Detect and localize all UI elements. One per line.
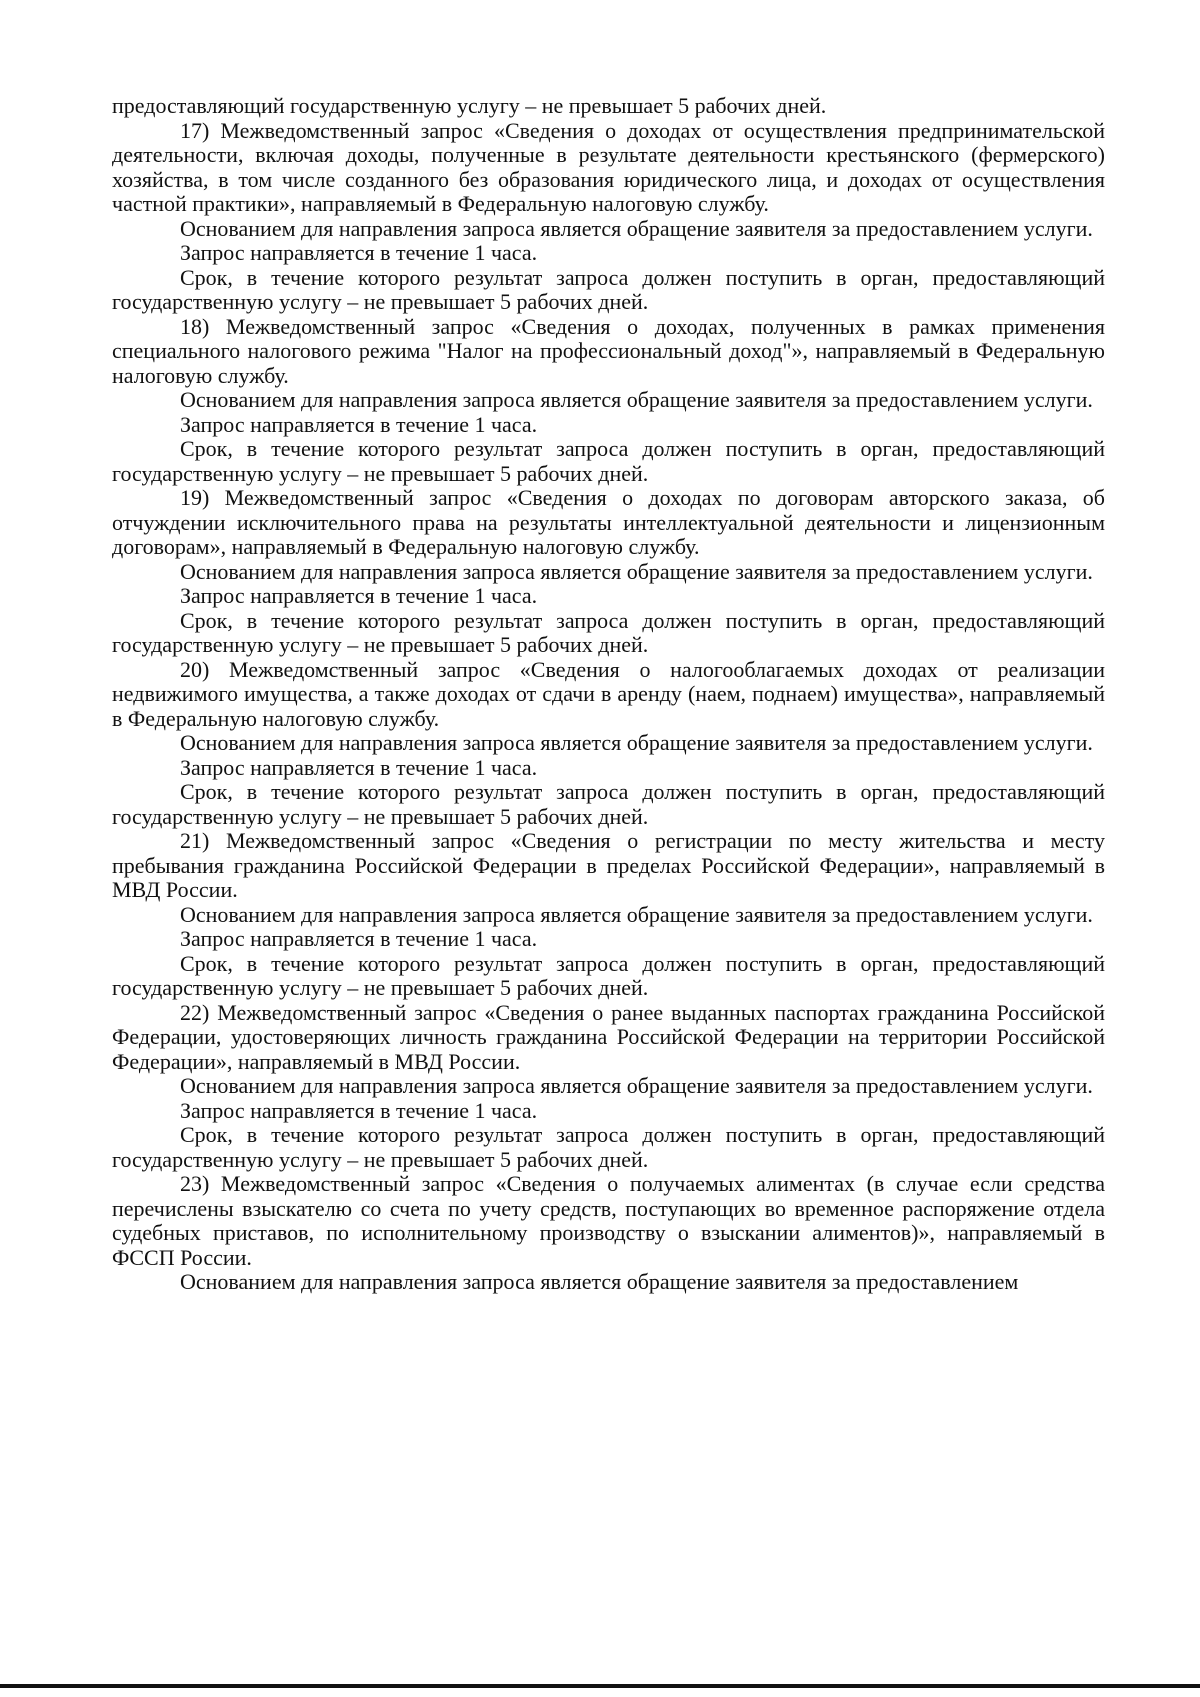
item-19-basis: Основанием для направления запроса является обращение заявителя за предоставлением услуги. [180, 558, 1093, 584]
item-18-timing: Запрос направляется в течение 1 часа. [180, 411, 538, 437]
item-21-heading: 21) Межведомственный запрос «Сведения о регистрации по месту жительства и месту пребывания гражданина Российской Федерации в пределах Российской Федерации», направляемый в МВД России. [112, 828, 1105, 902]
item-22-deadline: Срок, в течение которого результат запроса должен поступить в орган, предоставляющий государственную услугу – не превышает 5 рабочих дней. [112, 1122, 1105, 1172]
item-21-basis: Основанием для направления запроса является обращение заявителя за предоставлением услуги. [180, 901, 1093, 927]
document-body [112, 94, 1105, 1295]
item-20-basis: Основанием для направления запроса является обращение заявителя за предоставлением услуги. [180, 730, 1093, 755]
item-23-basis: Основанием для направления запроса является обращение заявителя за предоставлением [180, 1269, 1019, 1294]
item-20-timing: Запрос направляется в течение 1 часа. [180, 754, 538, 780]
item-17-timing: Запрос направляется в течение 1 часа. [180, 240, 538, 265]
item-22-timing: Запрос направляется в течение 1 часа. [180, 1097, 538, 1123]
item-17-deadline: Срок, в течение которого результат запроса должен поступить в орган, предоставляющий государственную услугу – не превышает 5 рабочих дней. [112, 264, 1105, 314]
item-22-heading: 22) Межведомственный запрос «Сведения о ранее выданных паспортах гражданина Российской Федерации, удостоверяющих личность гражданина Российской Федерации на территории Российской Федерации», направляемый в МВД России. [112, 999, 1105, 1074]
item-23-heading: 23) Межведомственный запрос «Сведения о получаемых алиментах (в случае если средства перечислены взыскателю со счета по учету средств, поступающих во временное распоряжение отдела судебных приставов, по исполнительному производству о взыскании алиментов)», направляемый в ФССП России. [112, 1171, 1105, 1270]
item-17-heading: 17) Межведомственный запрос «Сведения о доходах от осуществления предпринимательской деятельности, включая доходы, полученные в результате деятельности крестьянского (фермерского) хозяйства, в том числе созданного без образования юридического лица, и доходах от осуществления частной практики», направляемый в Федеральную налоговую службу. [112, 117, 1105, 216]
item-18-deadline: Срок, в течение которого результат запроса должен поступить в орган, предоставляющий государственную услугу – не превышает 5 рабочих дней. [112, 436, 1105, 486]
item-21-timing: Запрос направляется в течение 1 часа. [180, 926, 538, 951]
item-18-heading: 18) Межведомственный запрос «Сведения о доходах, полученных в рамках применения специального налогового режима "Налог на профессиональный доход"», направляемый в Федеральную налоговую службу. [112, 313, 1105, 388]
item-20-deadline: Срок, в течение которого результат запроса должен поступить в орган, предоставляющий государственную услугу – не превышает 5 рабочих дней. [112, 779, 1105, 829]
item-19-deadline: Срок, в течение которого результат запроса должен поступить в орган, предоставляющий государственную услугу – не превышает 5 рабочих дней. [112, 607, 1105, 657]
item-19-heading: 19) Межведомственный запрос «Сведения о доходах по договорам авторского заказа, об отчуждении исключительного права на результаты интеллектуальной деятельности и лицензионным договорам», направляемый в Федеральную налоговую службу. [112, 485, 1105, 559]
paragraph-continuation: предоставляющий государственную услугу – не превышает 5 рабочих дней. [112, 93, 827, 118]
item-22-basis: Основанием для направления запроса является обращение заявителя за предоставлением услуги. [180, 1073, 1093, 1098]
item-21-deadline: Срок, в течение которого результат запроса должен поступить в орган, предоставляющий государственную услугу – не превышает 5 рабочих дней. [112, 950, 1105, 1000]
item-17-basis: Основанием для направления запроса является обращение заявителя за предоставлением услуги. [180, 215, 1093, 241]
item-19-timing: Запрос направляется в течение 1 часа. [180, 583, 538, 608]
item-20-heading: 20) Межведомственный запрос «Сведения о налогооблагаемых доходах от реализации недвижимого имущества, а также доходах от сдачи в аренду (наем, поднаем) имущества», направляемый в Федеральную налоговую службу. [112, 656, 1105, 731]
bottom-scan-edge [0, 1684, 1200, 1688]
item-18-basis: Основанием для направления запроса является обращение заявителя за предоставлением услуги. [180, 387, 1093, 412]
